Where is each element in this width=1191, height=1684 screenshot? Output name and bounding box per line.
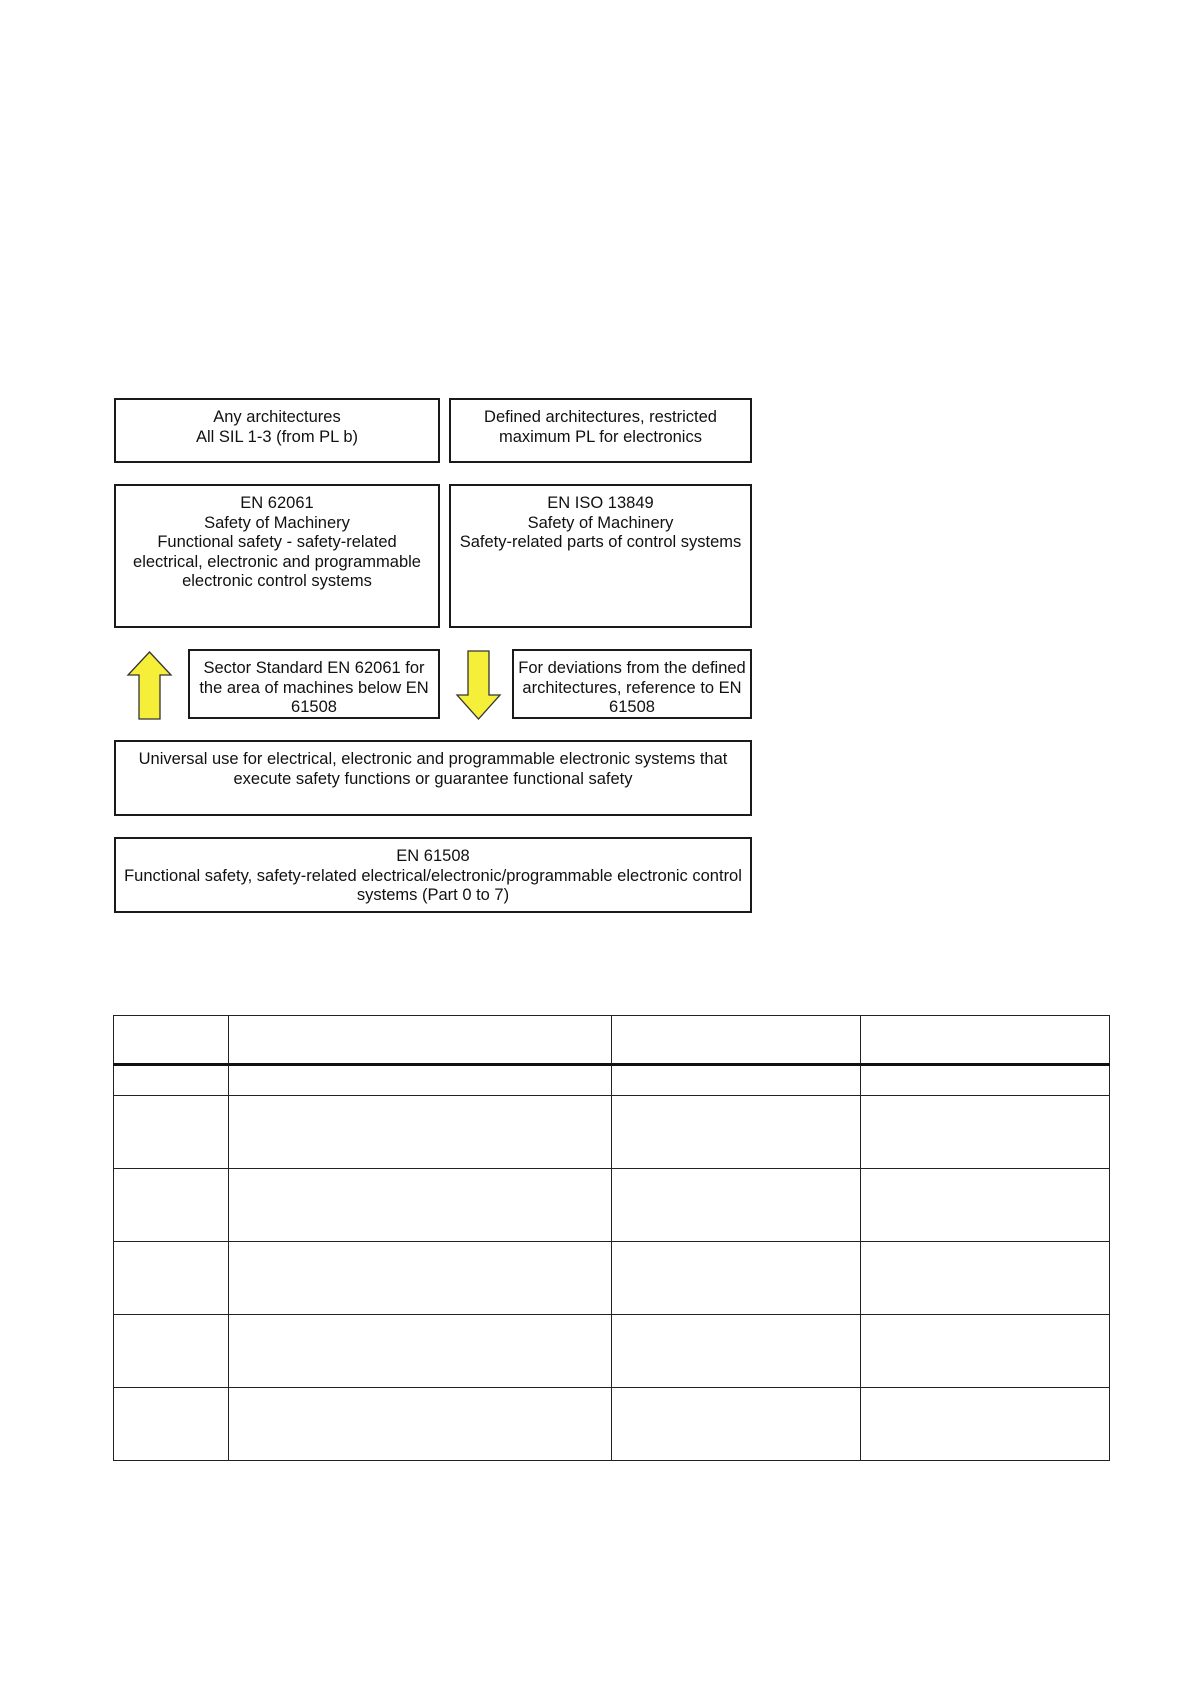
en-62061-line-4: electrical, electronic and programmable bbox=[133, 552, 421, 571]
any-architectures-line-1: Any architectures bbox=[213, 408, 341, 426]
table-cell bbox=[861, 1096, 1110, 1169]
table-cell bbox=[861, 1065, 1110, 1096]
table-header-cell bbox=[612, 1016, 861, 1065]
table-cell bbox=[861, 1315, 1110, 1388]
table-header-cell bbox=[114, 1016, 229, 1065]
en-62061-line-5: electronic control systems bbox=[182, 572, 372, 590]
en-61508-box bbox=[114, 837, 752, 913]
table-cell bbox=[114, 1242, 229, 1315]
sector-standard-box bbox=[188, 649, 440, 719]
table-cell bbox=[612, 1065, 861, 1096]
table-row bbox=[114, 1169, 1110, 1242]
defined-architectures-line-1: Defined architectures, restricted bbox=[484, 408, 717, 426]
table-header-row bbox=[114, 1016, 1110, 1065]
universal-use-line-1: Universal use for electrical, electronic and programmable electronic systems that bbox=[138, 750, 728, 768]
en-iso-13849-title: EN ISO 13849 bbox=[547, 494, 654, 512]
universal-use-box bbox=[114, 740, 752, 816]
en-62061-line-2: Safety of Machinery bbox=[204, 513, 350, 532]
sector-standard-text: Sector Standard EN 62061 for the area of machines below EN 61508 bbox=[199, 659, 429, 716]
table-cell bbox=[612, 1096, 861, 1169]
en-62061-box bbox=[114, 484, 440, 628]
table-row bbox=[114, 1315, 1110, 1388]
en-iso-13849-line-3: Safety-related parts of control systems bbox=[459, 533, 742, 551]
arrow-down-icon bbox=[455, 650, 502, 720]
table-row bbox=[114, 1388, 1110, 1461]
en-61508-title: EN 61508 bbox=[396, 847, 470, 865]
table-cell bbox=[861, 1242, 1110, 1315]
table-header-cell bbox=[861, 1016, 1110, 1065]
defined-architectures-box bbox=[449, 398, 752, 463]
table-cell bbox=[114, 1315, 229, 1388]
table-cell bbox=[229, 1315, 612, 1388]
en-61508-line-3: systems (Part 0 to 7) bbox=[356, 886, 510, 904]
en-62061-title: EN 62061 bbox=[240, 494, 314, 512]
table-cell bbox=[229, 1169, 612, 1242]
en-61508-line-2: Functional safety, safety-related electrical/electronic/programmable electronic control bbox=[124, 866, 742, 885]
arrow-up-shape bbox=[128, 652, 171, 719]
en-iso-13849-box bbox=[449, 484, 752, 628]
table-cell bbox=[229, 1242, 612, 1315]
table-row bbox=[114, 1242, 1110, 1315]
table-cell bbox=[229, 1096, 612, 1169]
deviations-text: For deviations from the defined architectures, reference to EN 61508 bbox=[518, 659, 746, 716]
en-iso-13849-line-2: Safety of Machinery bbox=[527, 513, 674, 532]
defined-architectures-line-2: maximum PL for electronics bbox=[499, 427, 702, 446]
table-cell bbox=[114, 1388, 229, 1461]
standards-table bbox=[113, 1015, 1110, 1461]
arrow-down-shape bbox=[457, 651, 500, 719]
deviations-box bbox=[512, 649, 752, 719]
en-62061-line-3: Functional safety - safety-related bbox=[157, 533, 397, 551]
any-architectures-box bbox=[114, 398, 440, 463]
table-cell bbox=[612, 1388, 861, 1461]
table-cell bbox=[114, 1096, 229, 1169]
table-cell bbox=[114, 1065, 229, 1096]
table-cell bbox=[861, 1388, 1110, 1461]
table-cell bbox=[229, 1388, 612, 1461]
universal-use-line-2: execute safety functions or guarantee functional safety bbox=[233, 769, 633, 788]
table-row bbox=[114, 1065, 1110, 1096]
table-cell bbox=[114, 1169, 229, 1242]
arrow-up-icon bbox=[126, 651, 173, 720]
table-cell bbox=[612, 1315, 861, 1388]
any-architectures-line-2: All SIL 1-3 (from PL b) bbox=[196, 427, 358, 446]
table-cell bbox=[612, 1242, 861, 1315]
table-header-cell bbox=[229, 1016, 612, 1065]
table-cell bbox=[612, 1169, 861, 1242]
table-row bbox=[114, 1096, 1110, 1169]
table-cell bbox=[229, 1065, 612, 1096]
table-cell bbox=[861, 1169, 1110, 1242]
